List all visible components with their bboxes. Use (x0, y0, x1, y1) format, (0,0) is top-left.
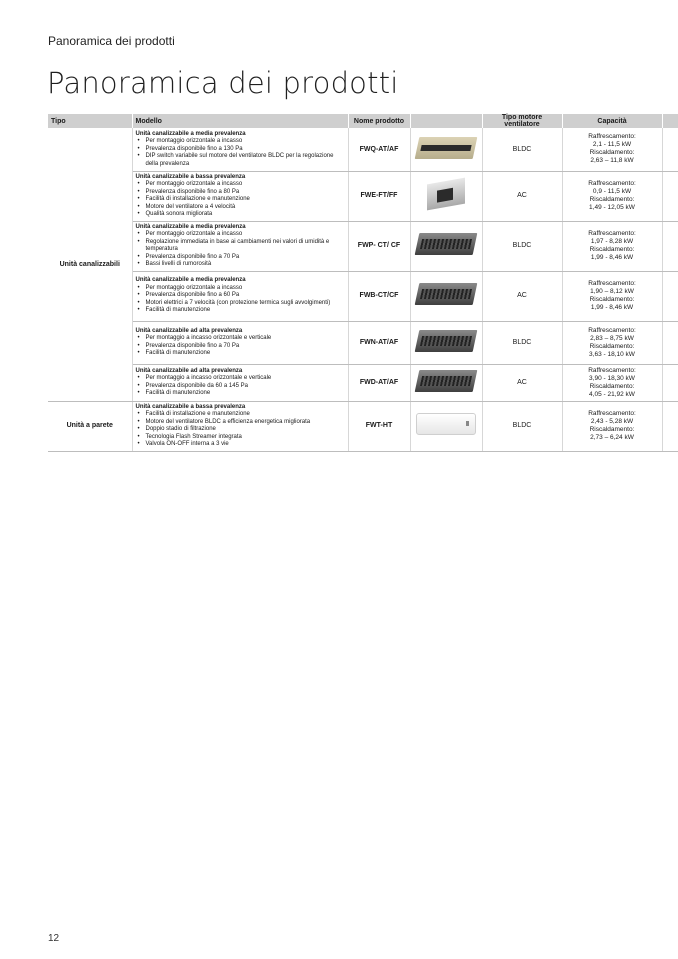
capacity-value: 1,90 – 8,12 kW (590, 288, 634, 295)
model-title: Unità canalizzabile a media prevalenza (135, 223, 246, 230)
fan-motor-type: BLDC (482, 128, 562, 171)
capacity-value: 3,90 - 18,30 kW (589, 374, 635, 382)
capacity-value: 2,1 - 11,5 kW (592, 141, 632, 149)
wall-unit-image (416, 413, 476, 435)
feature-item: • Motori elettrici a 7 velocità (con protezione termica sugli avvolgimenti) (146, 300, 345, 308)
ducted-unit-large-image (415, 370, 478, 392)
table-row (48, 401, 678, 451)
capacity-value: 0,9 - 11,5 kW (592, 188, 632, 195)
feature-item: • Prevalenza disponibile fino a 70 Pa (146, 343, 345, 351)
capacity-label: Riscaldamento: (589, 149, 635, 157)
feature-item: • Per montaggio orizzontale a incasso (146, 138, 345, 146)
capacity-label: Riscaldamento: (589, 296, 635, 303)
capacity-value: 4,05 - 21,92 kW (589, 390, 635, 398)
capacity-label: Raffrescamento: (588, 366, 636, 374)
header-modello: Modello (132, 114, 348, 128)
capacity-value: 1,97 - 8,28 kW (590, 238, 634, 245)
feature-item: • Prevalenza disponibile fino a 80 Pa (146, 189, 345, 197)
product-image-cell (410, 221, 482, 271)
table-header-row (48, 114, 678, 128)
capacity-label: Riscaldamento: (589, 196, 635, 203)
capacity-value: 1,49 - 12,05 kW (589, 204, 635, 211)
feature-item: • Facilità di manutenzione (146, 390, 345, 398)
feature-item: • Facilità di installazione e manutenzione (146, 411, 345, 419)
header-extra (662, 114, 678, 128)
product-image-cell (410, 271, 482, 321)
feature-list (136, 375, 345, 398)
capacity-value: 2,43 - 5,28 kW (590, 418, 634, 425)
table-body (48, 128, 678, 451)
extra-cell (662, 171, 678, 221)
fan-motor-type: BLDC (482, 401, 562, 451)
feature-item: • Prevalenza disponibile fino a 130 Pa (146, 146, 345, 154)
capacity-value: 2,73 – 6,24 kW (590, 434, 634, 441)
capacity-label: Raffrescamento: (588, 180, 636, 187)
header-nome-prodotto: Nome prodotto (348, 114, 410, 128)
feature-list (136, 335, 345, 358)
model-title: Unità canalizzabile ad alta prevalenza (135, 327, 243, 334)
feature-list (136, 231, 345, 269)
model-cell (132, 364, 348, 401)
ducted-unit-box-image (427, 178, 465, 211)
product-name: FWD-AT/AF (348, 364, 410, 401)
ducted-unit-slim-image (415, 233, 478, 255)
feature-item: • Tecnologia Flash Streamer integrata (146, 434, 345, 442)
product-name: FWQ-AT/AF (348, 128, 410, 171)
extra-cell (662, 364, 678, 401)
page-title: Panoramica dei prodotti (47, 66, 399, 100)
product-image-cell (410, 364, 482, 401)
extra-cell (662, 401, 678, 451)
feature-list (136, 411, 345, 449)
feature-item: • Per montaggio orizzontale a incasso (146, 181, 345, 189)
capacity-label: Raffrescamento: (588, 326, 636, 334)
model-title: Unità canalizzabile a media prevalenza (135, 130, 246, 137)
product-image-cell (410, 401, 482, 451)
table-row (48, 221, 678, 271)
capacity-cell (562, 364, 662, 401)
model-cell (132, 401, 348, 451)
feature-item: • Qualità sonora migliorata (146, 211, 345, 219)
model-title: Unità canalizzabile ad alta prevalenza (135, 367, 243, 374)
product-image-cell (410, 171, 482, 221)
running-header: Panoramica dei prodotti (48, 34, 175, 48)
capacity-value: 3,63 - 18,10 kW (589, 350, 635, 358)
header-tipo: Tipo (48, 114, 132, 128)
capacity-cell (562, 401, 662, 451)
product-image-cell (410, 321, 482, 364)
feature-item: • Bassi livelli di rumorosità (146, 261, 345, 269)
table-row (48, 364, 678, 401)
capacity-cell (562, 221, 662, 271)
capacity-value: 2,83 – 8,75 kW (590, 334, 634, 342)
header-capacita: Capacità (562, 114, 662, 128)
ducted-unit-compact-image (415, 137, 478, 159)
capacity-label: Raffrescamento: (588, 410, 636, 417)
model-title: Unità canalizzabile a bassa prevalenza (135, 403, 246, 410)
model-cell (132, 221, 348, 271)
capacity-label: Raffrescamento: (588, 230, 636, 237)
capacity-label: Riscaldamento: (589, 246, 635, 253)
table-row (48, 128, 678, 171)
model-cell (132, 128, 348, 171)
model-title: Unità canalizzabile a media prevalenza (135, 277, 246, 284)
product-overview-table (48, 114, 678, 452)
feature-list (136, 138, 345, 168)
capacity-label: Riscaldamento: (589, 342, 635, 350)
product-name: FWB-CT/CF (348, 271, 410, 321)
extra-cell (662, 128, 678, 171)
model-cell (132, 321, 348, 364)
feature-list (136, 285, 345, 315)
product-table-container (48, 114, 678, 452)
fan-motor-type: AC (482, 171, 562, 221)
capacity-label: Riscaldamento: (589, 426, 635, 433)
table-row (48, 321, 678, 364)
fan-motor-type: BLDC (482, 321, 562, 364)
feature-item: • Per montaggio a incasso orizzontale e verticale (146, 375, 345, 383)
feature-item: • Facilità di installazione e manutenzione (146, 196, 345, 204)
product-name: FWE-FT/FF (348, 171, 410, 221)
feature-item: • Motore del ventilatore a 4 velocità (146, 204, 345, 212)
feature-item: • Facilità di manutenzione (146, 307, 345, 315)
model-cell (132, 271, 348, 321)
feature-item: • Regolazione immediata in base ai cambiamenti nei valori di umidità e temperatura (146, 239, 345, 254)
header-image (410, 114, 482, 128)
product-name: FWP- CT/ CF (348, 221, 410, 271)
feature-item: • Valvola ON-OFF interna a 3 vie (146, 441, 345, 449)
feature-item: • Prevalenza disponibile fino a 70 Pa (146, 254, 345, 262)
model-cell (132, 171, 348, 221)
capacity-cell (562, 271, 662, 321)
fan-motor-type: AC (482, 364, 562, 401)
feature-item: • Per montaggio orizzontale a incasso (146, 231, 345, 239)
product-name: FWT-HT (348, 401, 410, 451)
table-row (48, 171, 678, 221)
fan-motor-type: BLDC (482, 221, 562, 271)
feature-item: • Doppio stadio di filtrazione (146, 426, 345, 434)
capacity-value: 1,99 - 8,46 kW (590, 304, 634, 311)
capacity-value: 1,99 - 8,46 kW (590, 254, 634, 261)
page-number: 12 (48, 933, 60, 944)
extra-cell (662, 321, 678, 364)
feature-list (136, 181, 345, 219)
table-row (48, 271, 678, 321)
feature-item: • DIP switch variabile sul motore del ventilatore BLDC per la regolazione della prevalenza (146, 153, 345, 168)
capacity-cell (562, 171, 662, 221)
feature-item: • Motore del ventilatore BLDC a efficienza energetica migliorata (146, 419, 345, 427)
header-motore: Tipo motore ventilatore (482, 114, 562, 128)
feature-item: • Prevalenza disponibile fino a 60 Pa (146, 292, 345, 300)
product-image-cell (410, 128, 482, 171)
capacity-label: Riscaldamento: (589, 382, 635, 390)
fan-motor-type: AC (482, 271, 562, 321)
ducted-unit-large-image (415, 330, 478, 352)
feature-item: • Per montaggio a incasso orizzontale e verticale (146, 335, 345, 343)
extra-cell (662, 271, 678, 321)
model-title: Unità canalizzabile a bassa prevalenza (135, 173, 246, 180)
product-name: FWN-AT/AF (348, 321, 410, 364)
capacity-label: Raffrescamento: (588, 280, 636, 287)
feature-item: • Prevalenza disponibile da 60 a 145 Pa (146, 383, 345, 391)
capacity-value: 2,63 – 11,8 kW (590, 157, 634, 165)
feature-item: • Per montaggio orizzontale a incasso (146, 285, 345, 293)
capacity-cell (562, 128, 662, 171)
ducted-unit-slim-image (415, 283, 478, 305)
feature-item: • Facilità di manutenzione (146, 350, 345, 358)
capacity-cell (562, 321, 662, 364)
extra-cell (662, 221, 678, 271)
type-cell: Unità canalizzabili (48, 128, 132, 401)
type-cell: Unità a parete (48, 401, 132, 451)
capacity-label: Raffrescamento: (588, 133, 636, 141)
